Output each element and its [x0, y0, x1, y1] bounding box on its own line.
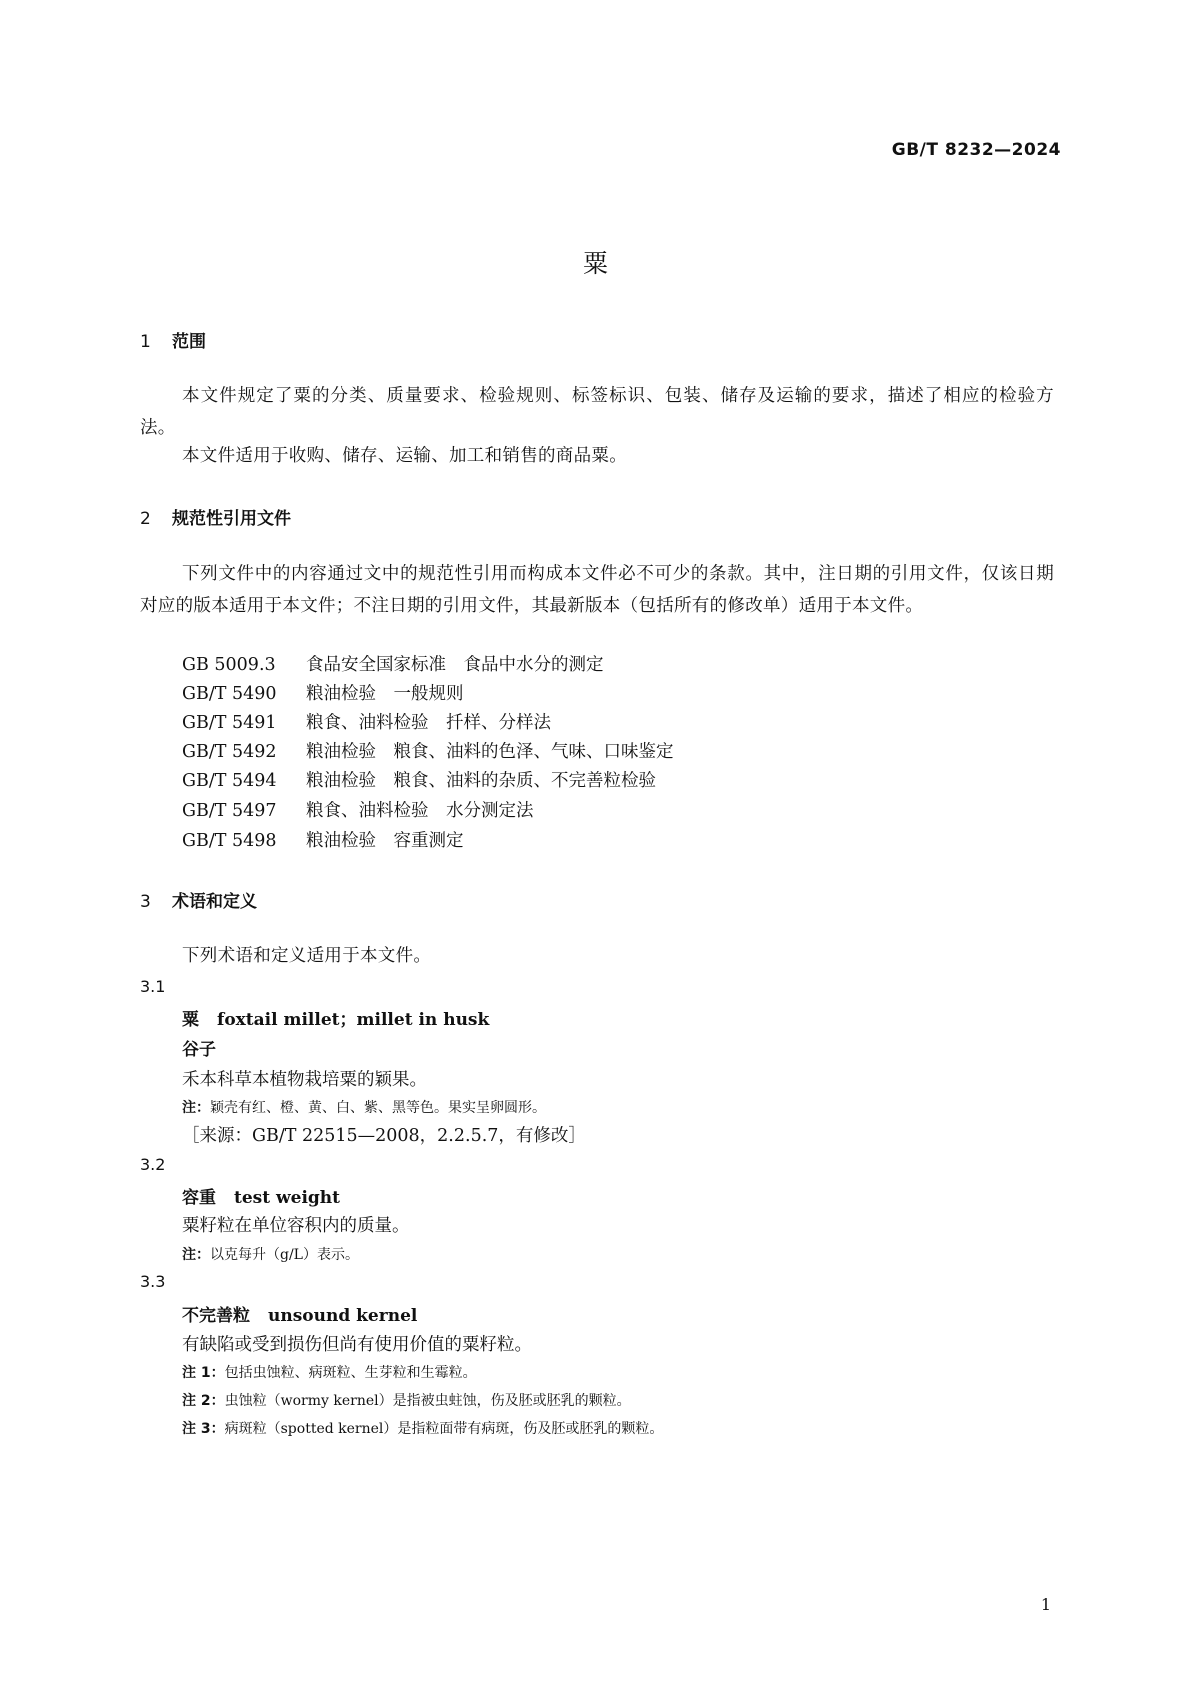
page-number: 1 [1040, 1595, 1051, 1614]
term-definition: 粟籽粒在单位容积内的质量。 [182, 1216, 410, 1236]
term-note [182, 1097, 546, 1117]
term-note [182, 1362, 477, 1382]
reference-title: 粮油检验 一般规则 [306, 684, 464, 704]
reference-item [182, 767, 656, 792]
normative-references-intro: 下列文件中的内容通过文中的规范性引用而构成本文件必不可少的条款。其中，注日期的引用文件，仅该日期对应的版本适用于本文件；不注日期的引用文件，其最新版本（包括所有的修改单）适用于本文件。 [140, 564, 1054, 616]
section-number: 1 [140, 332, 151, 352]
reference-code: GB/T 5492 [182, 742, 277, 762]
reference-item [182, 827, 464, 852]
terms-intro: 下列术语和定义适用于本文件。 [182, 946, 432, 966]
section-3-heading [140, 887, 257, 912]
document-number: GB/T 8232—2024 [891, 140, 1061, 160]
term-alternative: 谷子 [182, 1040, 216, 1060]
section-1-heading [140, 327, 206, 352]
term-number: 3.1 [140, 977, 166, 996]
term-en: test weight [234, 1188, 341, 1208]
reference-item [182, 680, 464, 705]
term-note [182, 1244, 359, 1264]
term-heading [182, 1301, 417, 1326]
term-heading [182, 1005, 489, 1030]
reference-code: GB 5009.3 [182, 655, 276, 675]
section-title: 规范性引用文件 [172, 509, 291, 529]
section-number: 3 [140, 892, 151, 912]
reference-code: GB/T 5491 [182, 713, 277, 733]
term-number: 3.3 [140, 1272, 166, 1291]
reference-item [182, 797, 534, 822]
section-title: 范围 [172, 332, 206, 352]
reference-item [182, 651, 604, 676]
term-zh: 容重 [182, 1188, 216, 1208]
section-title: 术语和定义 [172, 892, 257, 912]
section-2-heading [140, 504, 291, 529]
note-tag: 注 1： [182, 1365, 225, 1381]
term-definition: 有缺陷或受到损伤但尚有使用价值的粟籽粒。 [182, 1335, 532, 1355]
reference-code: GB/T 5497 [182, 801, 277, 821]
note-text: 以克每升（g/L）表示。 [210, 1247, 359, 1263]
reference-item [182, 738, 674, 763]
term-source: ［来源：GB/T 22515—2008，2.2.5.7，有修改］ [182, 1126, 586, 1146]
note-tag: 注 3： [182, 1421, 225, 1437]
scope-paragraph-1: 本文件规定了粟的分类、质量要求、检验规则、标签标识、包装、储存及运输的要求，描述了相应的检验方法。 [140, 386, 1054, 438]
reference-title: 粮油检验 粮食、油料的杂质、不完善粒检验 [306, 771, 656, 791]
document-title: 粟 [582, 249, 608, 278]
term-definition: 禾本科草本植物栽培粟的颖果。 [182, 1070, 427, 1090]
reference-title: 粮油检验 容重测定 [306, 831, 464, 851]
reference-code: GB/T 5494 [182, 771, 277, 791]
note-text: 包括虫蚀粒、病斑粒、生芽粒和生霉粒。 [224, 1365, 477, 1381]
term-note [182, 1418, 663, 1438]
term-en: foxtail millet；millet in husk [217, 1010, 490, 1030]
reference-item [182, 709, 551, 734]
note-text: 虫蚀粒（wormy kernel）是指被虫蛀蚀，伤及胚或胚乳的颗粒。 [224, 1393, 631, 1409]
reference-code: GB/T 5498 [182, 831, 277, 851]
term-zh: 不完善粒 [182, 1306, 250, 1326]
note-tag: 注： [182, 1100, 210, 1116]
note-tag: 注： [182, 1247, 210, 1263]
scope-paragraph-2: 本文件适用于收购、储存、运输、加工和销售的商品粟。 [182, 446, 627, 466]
note-text: 病斑粒（spotted kernel）是指粒面带有病斑，伤及胚或胚乳的颗粒。 [224, 1421, 664, 1437]
note-text: 颖壳有红、橙、黄、白、紫、黑等色。果实呈卵圆形。 [210, 1100, 546, 1116]
reference-title: 粮食、油料检验 扦样、分样法 [306, 713, 551, 733]
reference-title: 食品安全国家标准 食品中水分的测定 [306, 655, 604, 675]
term-note [182, 1390, 631, 1410]
section-number: 2 [140, 509, 151, 529]
reference-title: 粮食、油料检验 水分测定法 [306, 801, 534, 821]
term-heading [182, 1183, 340, 1208]
note-tag: 注 2： [182, 1393, 225, 1409]
term-zh: 粟 [182, 1010, 199, 1030]
term-en: unsound kernel [268, 1306, 418, 1326]
term-number: 3.2 [140, 1155, 166, 1174]
reference-title: 粮油检验 粮食、油料的色泽、气味、口味鉴定 [306, 742, 674, 762]
reference-code: GB/T 5490 [182, 684, 277, 704]
